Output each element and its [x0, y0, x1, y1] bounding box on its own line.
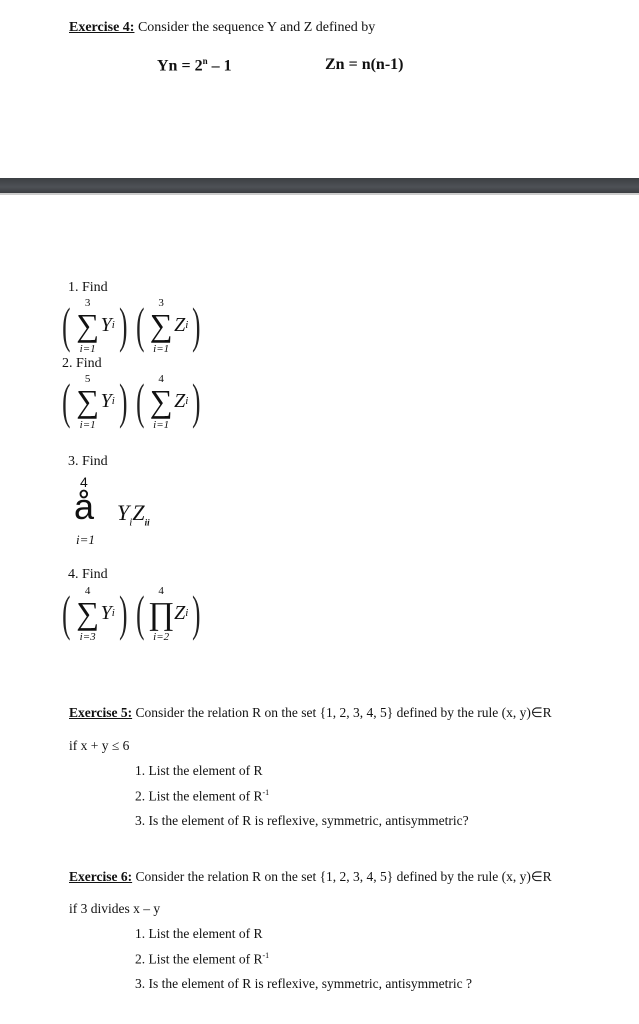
- yn-formula: $Yn = 2^n - 1$: [157, 56, 232, 75]
- question-4-expression: ( 4 ∑ i=3 Y i ) ( 4 ∏ i=2 Z i ): [62, 585, 201, 643]
- exercise-6-heading: Exercise 6: Consider the relation R on the set {1, 2, 3, 4, 5} defined by the rule (x, y)∈R: [69, 869, 552, 884]
- sum-symbol: å: [74, 486, 95, 527]
- list-item: 1. List the element of R: [135, 926, 263, 941]
- exercise-4-heading: [69, 20, 375, 36]
- exercise-6-condition: if 3 divides x – y: [69, 901, 161, 916]
- question-2-expression: ( 5 ∑ i=1 Y i ) ( 4 ∑ i=1 Z i ): [62, 373, 201, 431]
- zn-formula: Zn = n(n-1): [325, 56, 404, 73]
- lower-limit: i=1: [76, 532, 95, 547]
- exercise-5-condition: if x + y ≤ 6: [69, 738, 130, 753]
- upper-limit: 4: [80, 474, 88, 490]
- list-item: 1. List the element of R: [135, 763, 263, 778]
- list-item: 3. Is the element of R is reflexive, symmetric, antisymmetric ?: [135, 976, 473, 991]
- question-3-label: 3. Find: [68, 454, 108, 469]
- question-4-label: 4. Find: [68, 567, 108, 582]
- question-1-expression: ( 3 ∑ i=1 Y i ) ( 3 ∑ i=1 Z i ): [62, 297, 201, 355]
- list-item: 3. Is the element of R is reflexive, symmetric, antisymmetric?: [135, 813, 469, 828]
- question-1-label: 1. Find: [68, 280, 108, 295]
- exercise-label: Exercise 4:: [69, 20, 135, 35]
- list-item: 2. List the element of $R^{-1}$: [135, 951, 270, 967]
- question-3-expression: $Y_iZ_{ii}$: [117, 500, 150, 529]
- question-2-label: 2. Find: [62, 356, 102, 371]
- exercise-5-heading: Exercise 5: Consider the relation R on the set {1, 2, 3, 4, 5} defined by the rule (x, y)∈R: [69, 705, 552, 720]
- list-item: 2. List the element of $R^{-1}$: [135, 788, 270, 804]
- exercise-text: Consider the sequence Y and Z defined by: [134, 20, 376, 35]
- divider-bar: [0, 178, 639, 195]
